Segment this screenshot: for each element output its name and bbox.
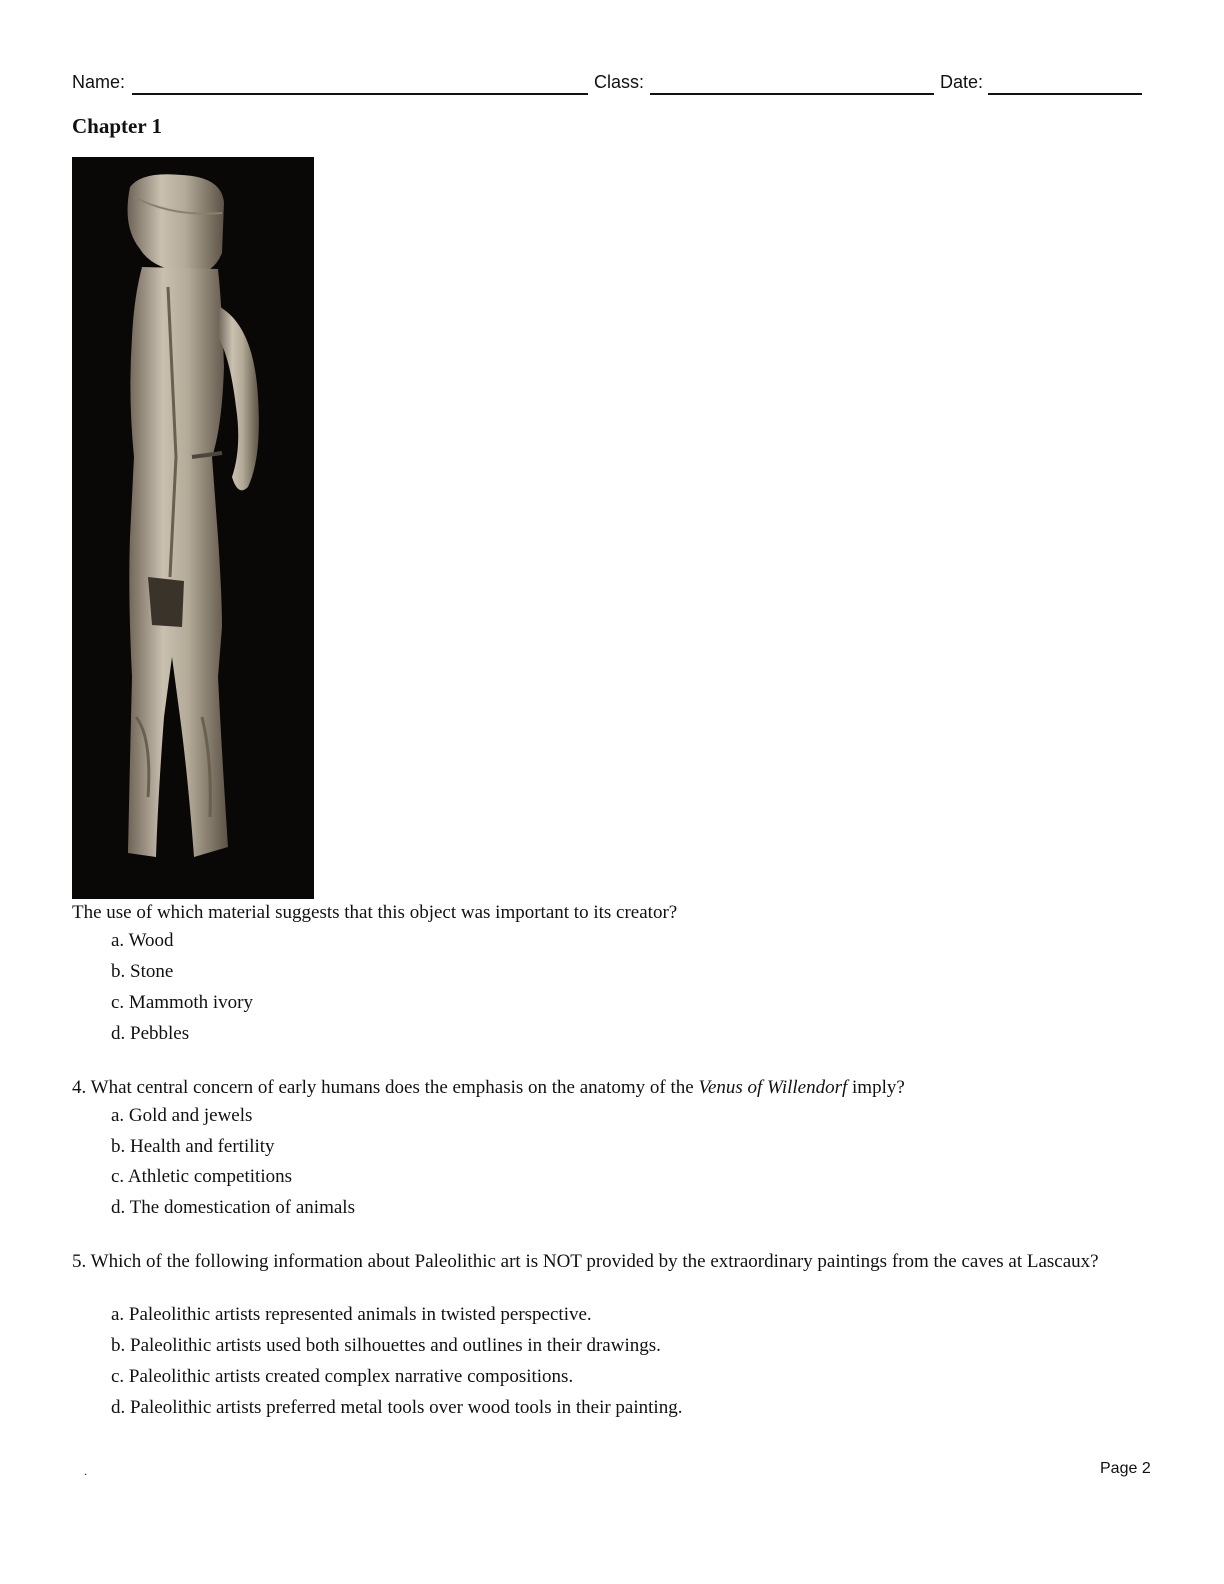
class-label: Class: bbox=[594, 72, 645, 92]
question-5-text: 5. Which of the following information about Paleolithic art is NOT provided by the extraordinary paintings from the caves at Lascaux? bbox=[72, 1251, 1099, 1272]
q5-option-a[interactable]: a. Paleolithic artists represented animals in twisted perspective. bbox=[111, 1304, 592, 1325]
q4-text-end: imply? bbox=[847, 1077, 905, 1098]
date-field[interactable] bbox=[988, 93, 1142, 95]
page-number: Page 2 bbox=[1100, 1460, 1151, 1477]
date-label: Date: bbox=[940, 72, 984, 92]
q5-option-b[interactable]: b. Paleolithic artists used both silhouettes and outlines in their drawings. bbox=[111, 1335, 661, 1356]
q3-option-b[interactable]: b. Stone bbox=[111, 961, 174, 982]
class-field[interactable] bbox=[650, 93, 934, 95]
question-4-text bbox=[72, 1076, 1152, 1100]
q4-option-c[interactable]: c. Athletic competitions bbox=[111, 1166, 292, 1187]
worksheet-header bbox=[72, 72, 1142, 98]
name-label: Name: bbox=[72, 72, 126, 92]
q4-option-b[interactable]: b. Health and fertility bbox=[111, 1136, 275, 1157]
footer-mark: . bbox=[84, 1464, 87, 1478]
q5-option-d[interactable]: d. Paleolithic artists preferred metal tools over wood tools in their painting. bbox=[111, 1397, 683, 1418]
name-field[interactable] bbox=[132, 93, 588, 95]
chapter-title: Chapter 1 bbox=[72, 114, 163, 138]
q4-option-d[interactable]: d. The domestication of animals bbox=[111, 1197, 355, 1218]
q4-artwork-title: Venus of Willendorf bbox=[698, 1077, 848, 1098]
question-3-text: The use of which material suggests that this object was important to its creator? bbox=[72, 902, 678, 923]
q3-option-d[interactable]: d. Pebbles bbox=[111, 1023, 190, 1044]
q4-option-a[interactable]: a. Gold and jewels bbox=[111, 1105, 253, 1126]
q5-option-c[interactable]: c. Paleolithic artists created complex narrative compositions. bbox=[111, 1366, 574, 1387]
q4-text-start: 4. What central concern of early humans does the emphasis on the anatomy of the bbox=[72, 1077, 699, 1098]
q3-option-c[interactable]: c. Mammoth ivory bbox=[111, 992, 253, 1013]
q3-option-a[interactable]: a. Wood bbox=[111, 930, 174, 951]
statuette-image bbox=[72, 157, 314, 899]
